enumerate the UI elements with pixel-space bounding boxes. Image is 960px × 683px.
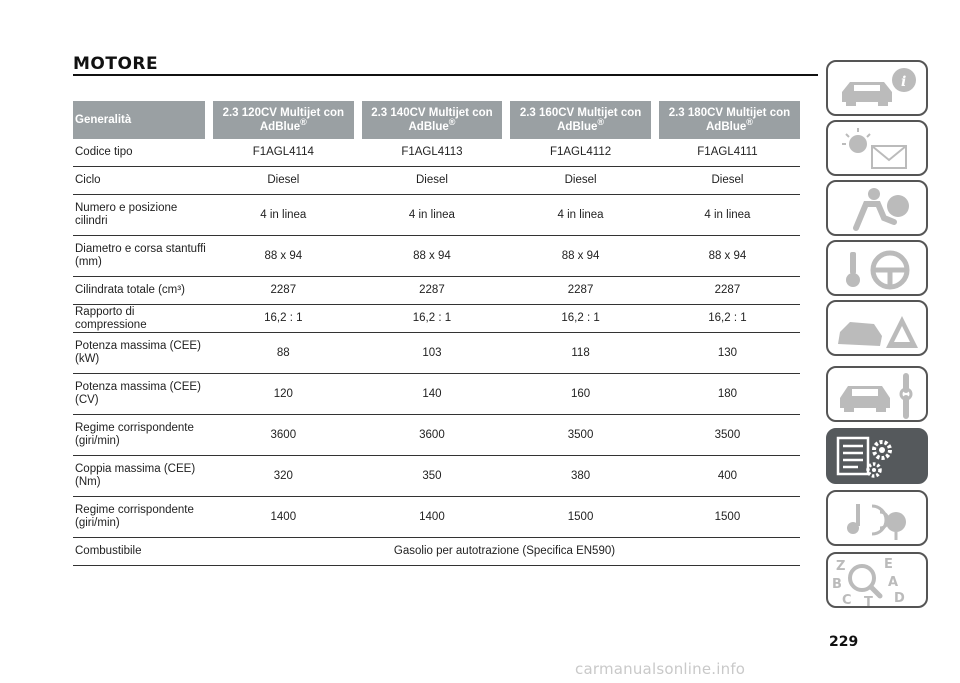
table-row xyxy=(73,167,800,195)
tab-technical-data[interactable] xyxy=(826,428,928,484)
cell-value: 3600 xyxy=(358,415,507,456)
tab-warning-lights[interactable] xyxy=(826,120,928,176)
row-label: Regime corrispondente (giri/min) xyxy=(73,415,209,456)
tab-maintenance[interactable] xyxy=(826,366,928,422)
maintenance-icon xyxy=(828,368,930,424)
cell-value: 16,2 : 1 xyxy=(358,305,507,333)
cell-value: 2287 xyxy=(506,277,655,305)
row-label: Diametro e corsa stantuffi (mm) xyxy=(73,236,209,277)
cell-value-merged: Gasolio per autotrazione (Specifica EN590) xyxy=(209,538,800,566)
cell-value: Diesel xyxy=(209,167,358,195)
header-120cv-label: 2.3 120CV Multijet con AdBlue xyxy=(222,107,345,133)
cell-value: 350 xyxy=(358,456,507,497)
cell-value: 380 xyxy=(506,456,655,497)
cell-value: 120 xyxy=(209,374,358,415)
cell-value: 88 xyxy=(209,333,358,374)
cell-value: 16,2 : 1 xyxy=(209,305,358,333)
index-letter: B xyxy=(832,577,842,592)
cell-value: 88 x 94 xyxy=(358,236,507,277)
cell-value: 3600 xyxy=(209,415,358,456)
header-generalita: Generalità xyxy=(73,101,209,139)
row-label: Codice tipo xyxy=(73,139,209,167)
cell-value: 4 in linea xyxy=(506,195,655,236)
index-letter: E xyxy=(884,557,893,572)
header-180cv-label: 2.3 180CV Multijet con AdBlue xyxy=(668,107,791,133)
index-icon xyxy=(828,554,930,610)
engine-spec-table xyxy=(73,101,800,566)
watermark: carmanualsonline.info xyxy=(575,660,746,678)
header-140cv-label: 2.3 140CV Multijet con AdBlue xyxy=(371,107,493,133)
row-label: Rapporto di compressione xyxy=(73,305,209,333)
cell-value: F1AGL4113 xyxy=(358,139,507,167)
cell-value: 4 in linea xyxy=(209,195,358,236)
index-letter: D xyxy=(894,591,905,606)
cell-value: 2287 xyxy=(655,277,800,305)
header-180cv xyxy=(655,101,800,139)
header-120cv xyxy=(209,101,358,139)
cell-value: 140 xyxy=(358,374,507,415)
cell-value: 88 x 94 xyxy=(209,236,358,277)
table-row xyxy=(73,333,800,374)
warning-lights-icon xyxy=(828,122,930,178)
cell-value: 320 xyxy=(209,456,358,497)
starting-driving-icon xyxy=(828,242,930,298)
registered-mark: ® xyxy=(448,117,456,128)
table-row xyxy=(73,277,800,305)
row-label: Ciclo xyxy=(73,167,209,195)
tab-safety[interactable] xyxy=(826,180,928,236)
cell-value: 118 xyxy=(506,333,655,374)
cell-value: Diesel xyxy=(506,167,655,195)
cell-value: 400 xyxy=(655,456,800,497)
cell-value: 180 xyxy=(655,374,800,415)
row-label: Regime corrispondente (giri/min) xyxy=(73,497,209,538)
cell-value: 130 xyxy=(655,333,800,374)
table-row xyxy=(73,374,800,415)
safety-airbag-icon xyxy=(828,182,930,238)
row-label: Potenza massima (CEE) (CV) xyxy=(73,374,209,415)
registered-mark: ® xyxy=(300,117,307,128)
cell-value: 88 x 94 xyxy=(655,236,800,277)
registered-mark: ® xyxy=(746,117,753,128)
cell-value: 2287 xyxy=(209,277,358,305)
cell-value: 4 in linea xyxy=(358,195,507,236)
table-header-row xyxy=(73,101,800,139)
header-160cv-label: 2.3 160CV Multijet con AdBlue xyxy=(519,107,642,133)
cell-value: 3500 xyxy=(506,415,655,456)
tab-multimedia[interactable] xyxy=(826,490,928,546)
cell-value: 88 x 94 xyxy=(506,236,655,277)
emergency-icon xyxy=(828,302,930,358)
cell-value: 1400 xyxy=(358,497,507,538)
tab-car-info[interactable] xyxy=(826,60,928,116)
cell-value: Diesel xyxy=(655,167,800,195)
table-row xyxy=(73,236,800,277)
row-label: Coppia massima (CEE) (Nm) xyxy=(73,456,209,497)
cell-value: 16,2 : 1 xyxy=(655,305,800,333)
index-letter: Z xyxy=(836,559,846,574)
tab-starting-driving[interactable] xyxy=(826,240,928,296)
table-row xyxy=(73,538,800,566)
cell-value: 3500 xyxy=(655,415,800,456)
svg-text:i: i xyxy=(901,74,907,90)
registered-mark: ® xyxy=(597,117,604,128)
cell-value: 103 xyxy=(358,333,507,374)
index-letter: C xyxy=(842,593,852,608)
table-row xyxy=(73,456,800,497)
header-140cv xyxy=(358,101,507,139)
tab-emergency[interactable] xyxy=(826,300,928,356)
row-label: Cilindrata totale (cm³) xyxy=(73,277,209,305)
cell-value: 2287 xyxy=(358,277,507,305)
cell-value: F1AGL4112 xyxy=(506,139,655,167)
index-letter: A xyxy=(888,575,899,590)
cell-value: Diesel xyxy=(358,167,507,195)
cell-value: F1AGL4111 xyxy=(655,139,800,167)
car-info-icon xyxy=(828,62,930,118)
title-divider xyxy=(73,74,818,76)
section-title: MOTORE xyxy=(73,54,159,74)
page-number: 229 xyxy=(829,634,859,650)
cell-value: F1AGL4114 xyxy=(209,139,358,167)
cell-value: 1400 xyxy=(209,497,358,538)
row-label: Combustibile xyxy=(73,538,209,566)
row-label: Numero e posizione cilindri xyxy=(73,195,209,236)
multimedia-icon xyxy=(828,492,930,548)
cell-value: 16,2 : 1 xyxy=(506,305,655,333)
cell-value: 1500 xyxy=(655,497,800,538)
cell-value: 160 xyxy=(506,374,655,415)
index-letter: T xyxy=(864,595,873,610)
tab-index[interactable] xyxy=(826,552,928,608)
row-label: Potenza massima (CEE) (kW) xyxy=(73,333,209,374)
technical-data-icon xyxy=(828,430,930,486)
cell-value: 1500 xyxy=(506,497,655,538)
table-row xyxy=(73,139,800,167)
cell-value: 4 in linea xyxy=(655,195,800,236)
header-160cv xyxy=(506,101,655,139)
table-row xyxy=(73,195,800,236)
table-row xyxy=(73,415,800,456)
table-row xyxy=(73,305,800,333)
table-row xyxy=(73,497,800,538)
